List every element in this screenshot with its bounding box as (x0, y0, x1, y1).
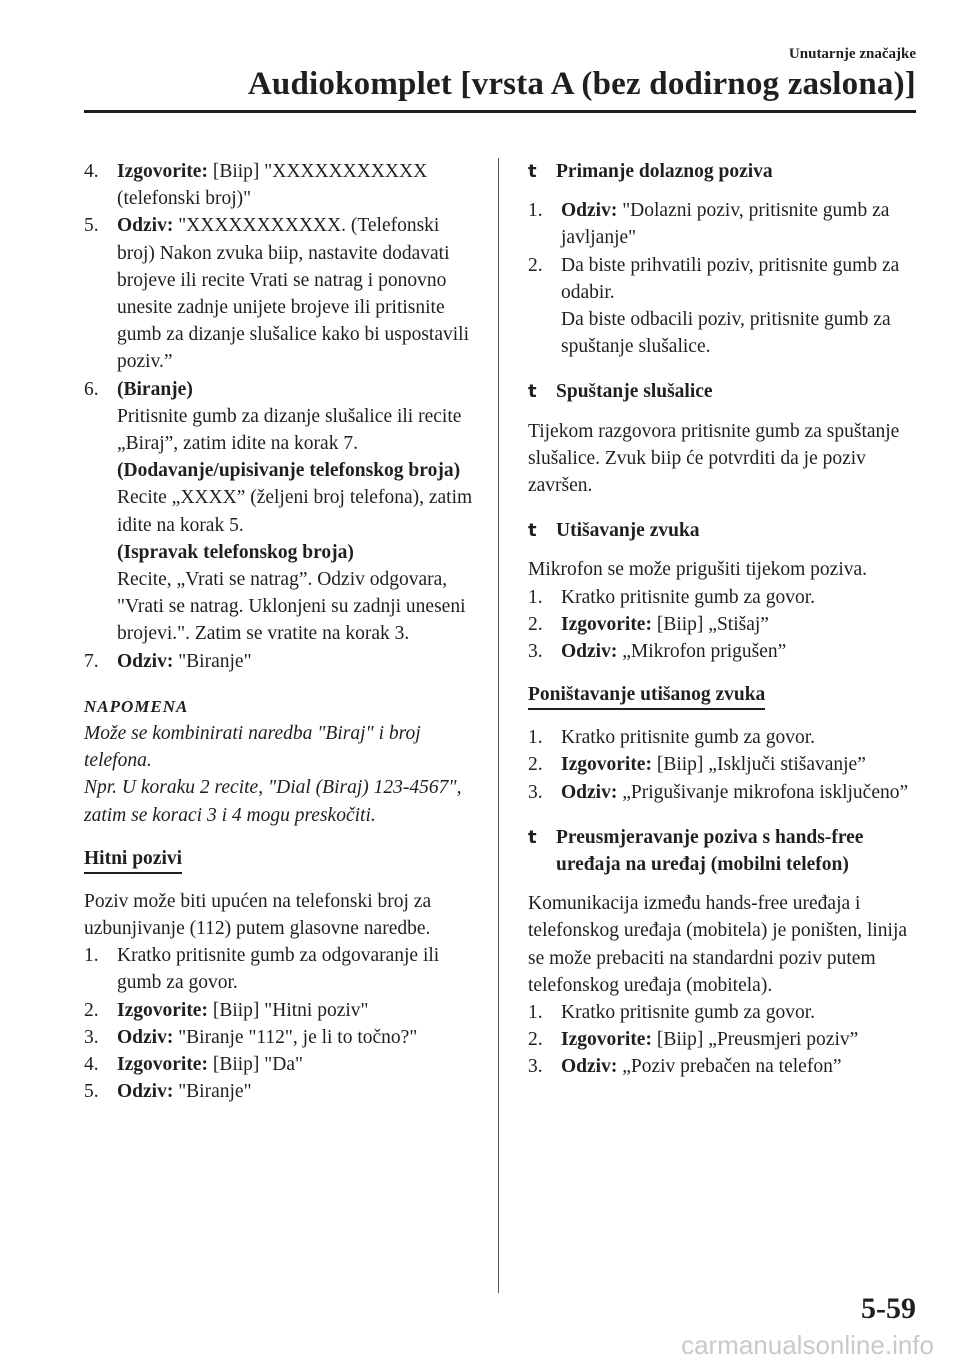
note-title: NAPOMENA (84, 696, 189, 716)
step-6-heading-dial: (Biranje) (117, 378, 193, 400)
note-line: Može se kombinirati naredba "Biraj" i broj telefona. (84, 723, 421, 772)
step-6: 6. (Biranje) Pritisnite gumb za dizanje slušalice ili recite „Biraj”, zatim idite na korak 7. (Dodavanje/upisivanje telefonskog broja) Recite „XXXX” (željeni broj telefona), zatim idite na korak 5. (Ispravak telefonskog broja) Recite, „Vrati se natrag”. Odziv odgovara, "Vrati se natrag. Uklonjeni su zadnji uneseni brojevi.". Zatim se vratite na korak 3. (84, 378, 473, 645)
emergency-step: 3. Odziv: "Biranje "112", je li to točno?" (84, 1026, 418, 1048)
mute-intro: Mikrofon se može prigušiti tijekom poziva. (528, 559, 868, 581)
watermark: carmanualsonline.info (681, 1330, 934, 1360)
step-6-heading-correct: (Ispravak telefonskog broja) (117, 541, 354, 563)
section-marker-icon: t (528, 381, 537, 403)
receive-call-heading: t Primanje dolaznog poziva (528, 158, 918, 185)
note-line: Npr. U koraku 2 recite, "Dial (Biraj) 123-4567", zatim se koraci 3 i 4 mogu preskočiti. (84, 777, 462, 826)
transfer-step: 3. Odziv: „Poziv prebačen na telefon” (528, 1056, 842, 1078)
page-title: Audiokomplet [vrsta A (bez dodirnog zaslona)] (247, 66, 916, 102)
emergency-step: 4. Izgovorite: [Biip] "Da" (84, 1054, 303, 1076)
emergency-step-1: 1. Kratko pritisnite gumb za odgovaranje ili gumb za govor. (84, 945, 440, 994)
emergency-step: 2. Izgovorite: [Biip] "Hitni poziv" (84, 999, 369, 1021)
transfer-step-1: 1. Kratko pritisnite gumb za govor. (528, 1002, 815, 1024)
section-marker-icon: t (528, 161, 537, 182)
emergency-step: 5. Odziv: "Biranje" (84, 1081, 252, 1103)
column-divider (498, 158, 499, 1293)
unmute-step: 2. Izgovorite: [Biip] „Isključi stišavanje” (528, 754, 866, 776)
section-marker-icon: t (528, 826, 537, 848)
unmute-step: 3. Odziv: „Prigušivanje mikrofona isključeno” (528, 781, 909, 803)
receive-step-1: 1. Odziv: "Dolazni poziv, pritisnite gumb za javljanje" (528, 200, 890, 249)
step-7: 7. Odziv: "Biranje" (84, 650, 252, 672)
transfer-step: 2. Izgovorite: [Biip] „Preusmjeri poziv” (528, 1029, 859, 1051)
emergency-heading: Hitni pozivi (84, 847, 182, 874)
receive-step-2: 2. Da biste prihvatili poziv, pritisnite gumb za odabir. Da biste odbacili poziv, pritisnite gumb za spuštanje slušalice. (528, 254, 900, 358)
transfer-intro: Komunikacija između hands-free uređaja i telefonskog uređaja (mobitela) je poništen, linija se može prebaciti na standardni poziv putem telefonskog uređaja (mobitela). (528, 893, 908, 996)
step-6-heading-add: (Dodavanje/upisivanje telefonskog broja) (117, 460, 461, 482)
header-subtitle: Unutarnje značajke (788, 46, 916, 62)
mute-step: 3. Odziv: „Mikrofon prigušen” (528, 641, 787, 663)
transfer-heading: t Preusmjeravanje poziva s hands-free uređaja na uređaj (mobilni telefon) (528, 824, 918, 878)
mute-step: 2. Izgovorite: [Biip] „Stišaj” (528, 613, 769, 635)
unmute-heading: Poništavanje utišanog zvuka (528, 683, 765, 710)
page-number: 5-59 (861, 1292, 916, 1325)
mute-step-1: 1. Kratko pritisnite gumb za govor. (528, 586, 815, 608)
unmute-step-1: 1. Kratko pritisnite gumb za govor. (528, 727, 815, 749)
step-4: 4. Izgovorite: [Biip] "XXXXXXXXXXX (telefonski broj)" (84, 161, 428, 210)
header-rule (84, 110, 916, 113)
left-column (84, 158, 474, 1106)
hangup-text: Tijekom razgovora pritisnite gumb za spuštanje slušalice. Zvuk biip će potvrditi da je poziv završen. (528, 420, 900, 497)
hangup-heading: t Spuštanje slušalice (528, 378, 918, 405)
section-marker-icon: t (528, 520, 537, 542)
step-5: 5. Odziv: "XXXXXXXXXXX. (Telefonski broj) Nakon zvuka biip, nastavite dodavati brojeve ili recite Vrati se natrag i ponovno unesite zadnje unijete brojeve ili pritisnite gumb za dizanje slušalice kako bi uspostavili poziv.” (84, 215, 469, 373)
right-column (528, 158, 918, 1081)
mute-heading: t Utišavanje zvuka (528, 517, 918, 544)
emergency-intro: Poziv može biti upućen na telefonski broj za uzbunjivanje (112) putem glasovne naredbe. (84, 890, 432, 940)
